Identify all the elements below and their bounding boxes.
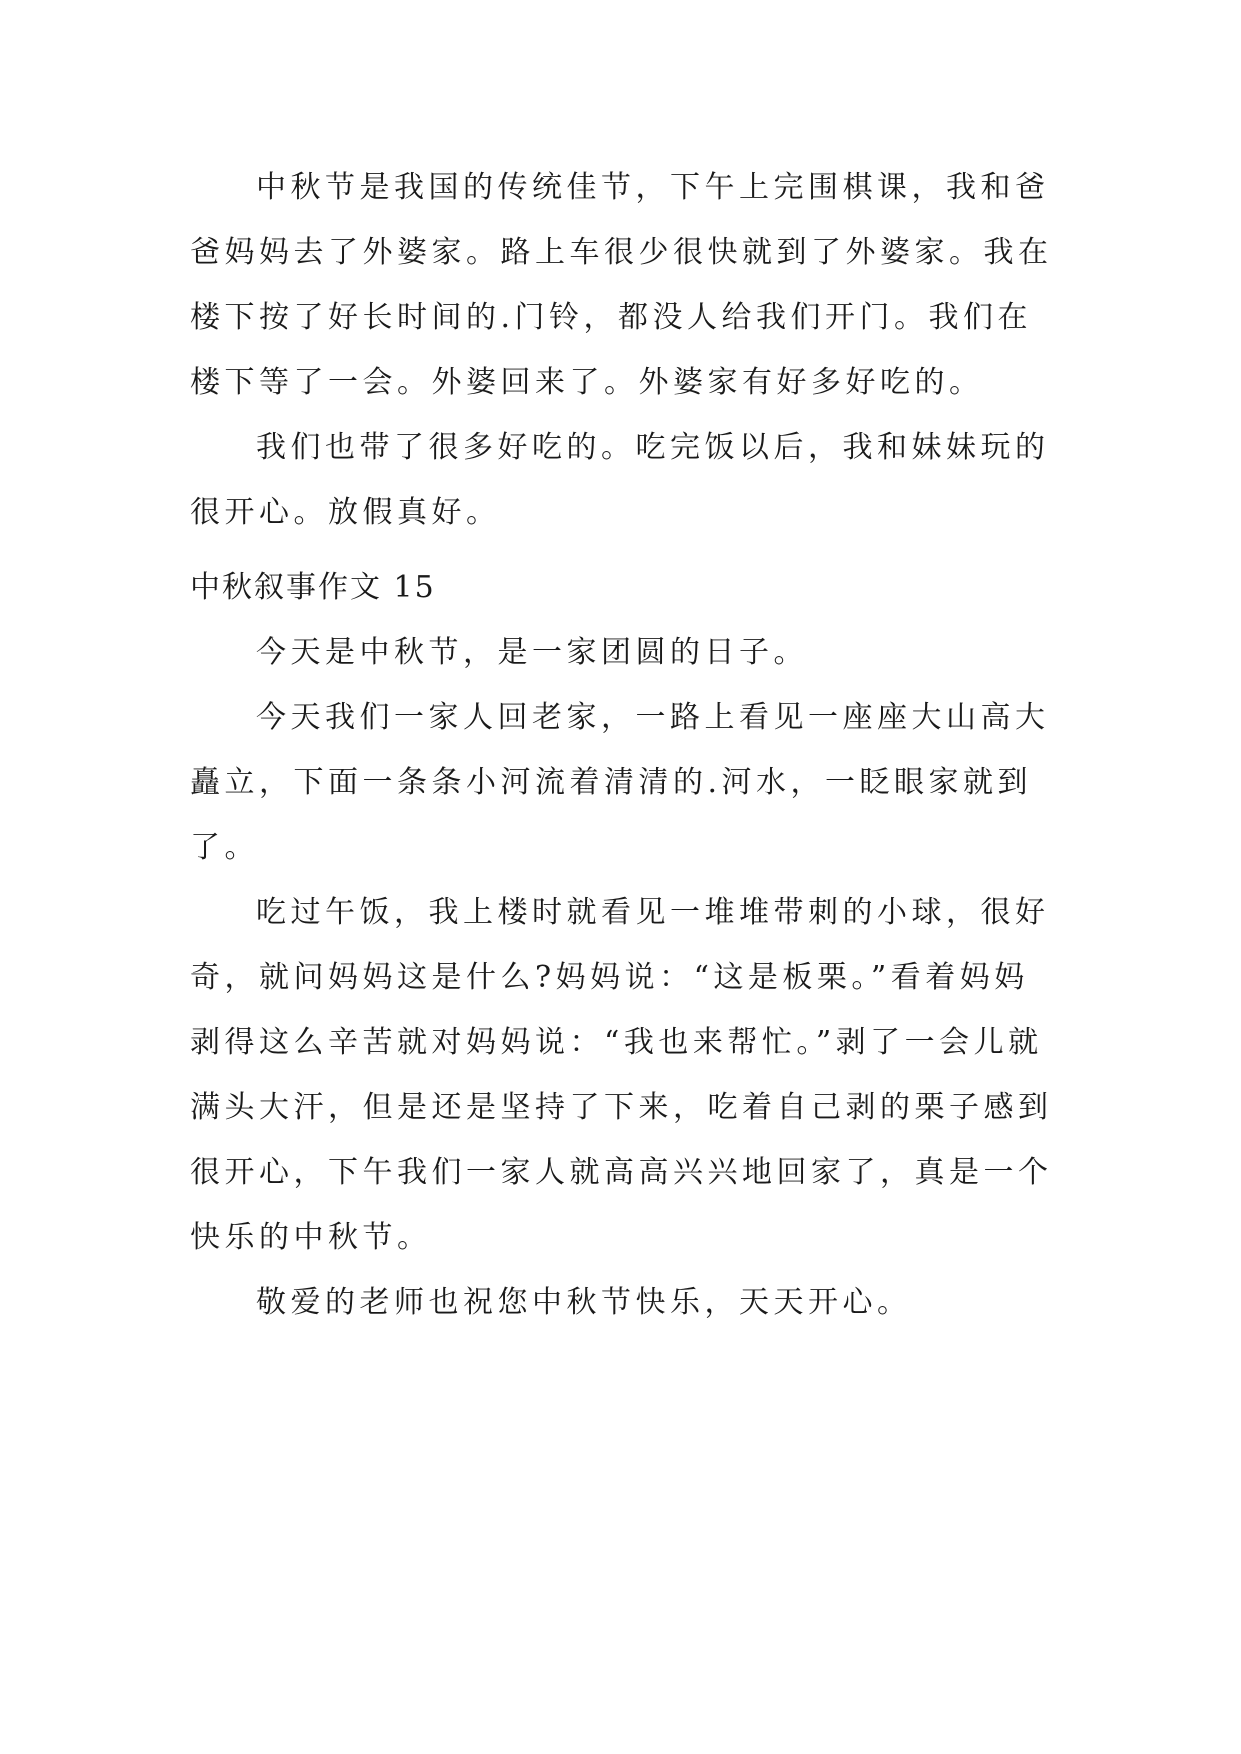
essay-title: 中秋叙事作文 15 bbox=[190, 570, 436, 605]
paragraph: 今天是中秋节，是一家团圆的日子。 bbox=[256, 635, 808, 670]
paragraph: 我们也带了很多好吃的。吃完饭以后，我和妹妹玩的很开心。放假真好。 bbox=[190, 430, 1050, 530]
paragraph: 中秋节是我国的传统佳节，下午上完围棋课，我和爸爸妈妈去了外婆家。路上车很少很快就到了外婆家。我在楼下按了好长时间的.门铃，都没人给我们开门。我们在楼下等了一会。外婆回来了。外婆家有好多好吃的。 bbox=[190, 170, 1053, 400]
essay-section-1 bbox=[190, 155, 1060, 545]
paragraph: 今天我们一家人回老家，一路上看见一座座大山高大矗立，下面一条条小河流着清清的.河水，一眨眼家就到了。 bbox=[190, 700, 1050, 865]
essay-section-2 bbox=[190, 555, 1060, 1335]
paragraph: 敬爱的老师也祝您中秋节快乐，天天开心。 bbox=[256, 1285, 912, 1320]
paragraph: 吃过午饭，我上楼时就看见一堆堆带刺的小球，很好奇，就问妈妈这是什么?妈妈说：“这是板栗。”看着妈妈剥得这么辛苦就对妈妈说：“我也来帮忙。”剥了一会儿就满头大汗，但是还是坚持了下来，吃着自己剥的栗子感到很开心，下午我们一家人就高高兴兴地回家了，真是一个快乐的中秋节。 bbox=[190, 895, 1053, 1255]
